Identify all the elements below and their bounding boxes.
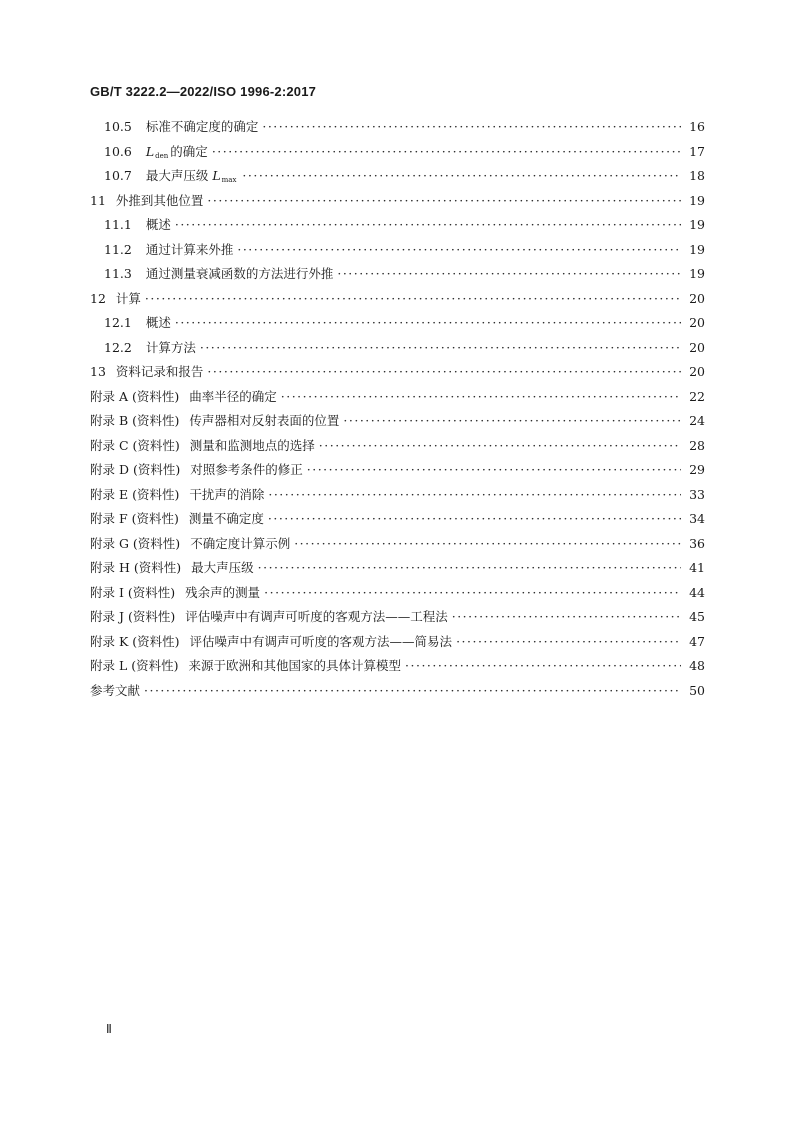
dot-leader (207, 364, 681, 379)
dot-leader (268, 487, 681, 502)
toc-entry-title: 来源于欧洲和其他国家的具体计算模型 (188, 658, 402, 673)
dot-leader (207, 193, 681, 208)
toc-entry-number: 附录 I (资料性) (90, 584, 176, 600)
toc-entry-title: 概述 (145, 315, 171, 330)
toc-entry-title: 传声器相对反射表面的位置 (189, 413, 340, 428)
toc-entry[interactable] (90, 191, 705, 216)
toc-entry-page: 20 (689, 339, 705, 355)
toc-entry[interactable] (90, 656, 705, 681)
dot-leader (337, 266, 681, 281)
dot-leader (452, 609, 681, 624)
toc-entry-page: 45 (689, 609, 705, 624)
toc-entry[interactable] (90, 142, 705, 167)
toc-entry-page: 20 (689, 315, 705, 330)
toc-entry-title: 通过计算来外推 (145, 241, 234, 257)
toc-entry-title: 通过测量衰减函数的方法进行外推 (145, 266, 334, 281)
toc-entry-number: 10.6 (104, 143, 132, 159)
toc-entry-number: 10.5 (104, 119, 132, 134)
toc-entry-page: 24 (689, 413, 705, 428)
dot-leader (319, 438, 681, 453)
toc-entry-number: 11 (90, 192, 106, 208)
toc-entry-number: 附录 G (资料性) (90, 535, 181, 551)
toc-entry[interactable] (90, 460, 705, 485)
toc-entry-page: 41 (689, 560, 705, 575)
toc-entry-page: 18 (689, 168, 705, 183)
toc-entry[interactable] (90, 166, 705, 191)
toc-entry-number: 附录 D (资料性) (90, 462, 181, 477)
toc-entry[interactable] (90, 411, 705, 436)
toc-entry-number: 附录 E (资料性) (90, 486, 180, 502)
dot-leader (144, 683, 681, 698)
toc-entry-number: 附录 C (资料性) (90, 437, 180, 453)
toc-entry-page: 20 (689, 364, 705, 379)
toc-entry[interactable] (90, 240, 705, 265)
toc-entry-number: 附录 A (资料性) (90, 388, 180, 404)
toc-entry-page: 19 (689, 266, 705, 281)
dot-leader (145, 291, 681, 306)
toc-entry-title: $L_{den}$ 的确定 (145, 143, 208, 160)
toc-entry-page: 48 (689, 658, 705, 673)
toc-entry-page: 22 (689, 388, 705, 404)
table-of-contents (90, 117, 705, 705)
toc-entry-title: 概述 (145, 217, 171, 232)
toc-entry[interactable] (90, 509, 705, 534)
dot-leader (200, 340, 681, 355)
toc-entry-title: 曲率半径的确定 (189, 388, 277, 404)
toc-entry[interactable] (90, 289, 705, 314)
toc-entry[interactable] (90, 583, 705, 608)
toc-entry-title: 标准不确定度的确定 (145, 119, 259, 134)
symbol-l: L (145, 143, 155, 159)
toc-entry-title: 对照参考条件的修正 (190, 462, 303, 477)
toc-entry-page: 16 (689, 119, 705, 134)
toc-entry-title: 资料记录和报告 (115, 364, 204, 379)
toc-entry-title: 残余声的测量 (185, 584, 261, 600)
toc-entry-number: 附录 H (资料性) (90, 560, 182, 575)
symbol-subscript: max (221, 176, 237, 184)
dot-leader (175, 315, 681, 330)
toc-entry-title: 计算方法 (145, 339, 196, 355)
dot-leader (294, 536, 681, 551)
toc-entry[interactable] (90, 485, 705, 510)
dot-leader (264, 585, 681, 600)
document-header: GB/T 3222.2—2022/ISO 1996-2:2017 (90, 84, 317, 99)
toc-entry-page: 34 (689, 511, 705, 526)
toc-entry-number: 12 (90, 290, 106, 306)
toc-entry[interactable] (90, 607, 705, 632)
toc-entry-number: 11.2 (104, 241, 132, 257)
toc-entry-page: 19 (689, 192, 705, 208)
toc-entry-title: 测量和监测地点的选择 (189, 437, 315, 453)
toc-entry-page: 36 (689, 535, 705, 551)
dot-leader (237, 242, 681, 257)
toc-entry-title: 测量不确定度 (188, 511, 264, 526)
toc-entry-number: 10.7 (104, 168, 132, 183)
toc-entry[interactable] (90, 632, 705, 657)
toc-entry[interactable] (90, 387, 705, 412)
toc-entry-number: 12.1 (104, 315, 132, 330)
toc-entry[interactable] (90, 681, 705, 706)
toc-entry-title: 评估噪声中有调声可听度的客观方法——简易法 (189, 633, 453, 649)
toc-entry-page: 44 (689, 584, 705, 600)
toc-entry-page: 50 (689, 682, 705, 698)
toc-entry-page: 19 (689, 217, 705, 232)
toc-entry-title: 计算 (115, 290, 141, 306)
toc-entry-number: 13 (90, 364, 106, 379)
toc-entry-number: 附录 B (资料性) (90, 413, 180, 428)
toc-entry-title: 评估噪声中有调声可听度的客观方法——工程法 (185, 609, 448, 624)
toc-entry-number: 附录 L (资料性) (90, 658, 179, 673)
dot-leader (212, 144, 681, 159)
toc-entry[interactable] (90, 436, 705, 461)
toc-entry-page: 28 (689, 437, 705, 453)
toc-entry-number: 附录 J (资料性) (90, 609, 176, 624)
dot-leader (405, 658, 681, 673)
toc-entry[interactable] (90, 117, 705, 142)
toc-entry-page: 19 (689, 241, 705, 257)
symbol-subscript: den (155, 151, 169, 160)
dot-leader (456, 634, 681, 649)
dot-leader (281, 389, 681, 404)
toc-entry[interactable] (90, 558, 705, 583)
toc-entry[interactable] (90, 534, 705, 559)
toc-entry-title: 干扰声的消除 (189, 486, 265, 502)
page-number-footer: Ⅱ (106, 1022, 112, 1036)
dot-leader (307, 462, 681, 477)
toc-entry-number: 附录 K (资料性) (90, 633, 180, 649)
dot-leader (262, 119, 681, 134)
toc-entry-page: 33 (689, 486, 705, 502)
symbol-l: L (212, 168, 221, 183)
toc-entry-number: 12.2 (104, 339, 132, 355)
dot-leader (242, 168, 681, 183)
toc-entry-title: 外推到其他位置 (115, 192, 204, 208)
dot-leader (175, 217, 681, 232)
toc-entry-title: 最大声压级 (191, 560, 254, 575)
dot-leader (258, 560, 681, 575)
dot-leader (268, 511, 681, 526)
toc-entry-number: 11.3 (104, 266, 132, 281)
toc-entry[interactable] (90, 215, 705, 240)
toc-entry-page: 20 (689, 290, 705, 306)
toc-entry-page: 29 (689, 462, 705, 477)
toc-entry-title: 参考文献 (90, 682, 141, 698)
toc-entry[interactable] (90, 338, 705, 363)
toc-entry-page: 47 (689, 633, 705, 649)
dot-leader (343, 413, 681, 428)
toc-entry-title: 最大声压级 $L_{max}$ (145, 168, 237, 184)
toc-entry-title: 不确定度计算示例 (190, 535, 291, 551)
toc-entry[interactable] (90, 313, 705, 338)
toc-entry-page: 17 (689, 143, 705, 159)
toc-entry[interactable] (90, 264, 705, 289)
toc-entry[interactable] (90, 362, 705, 387)
toc-entry-number: 附录 F (资料性) (90, 511, 179, 526)
toc-entry-number: 11.1 (104, 217, 132, 232)
